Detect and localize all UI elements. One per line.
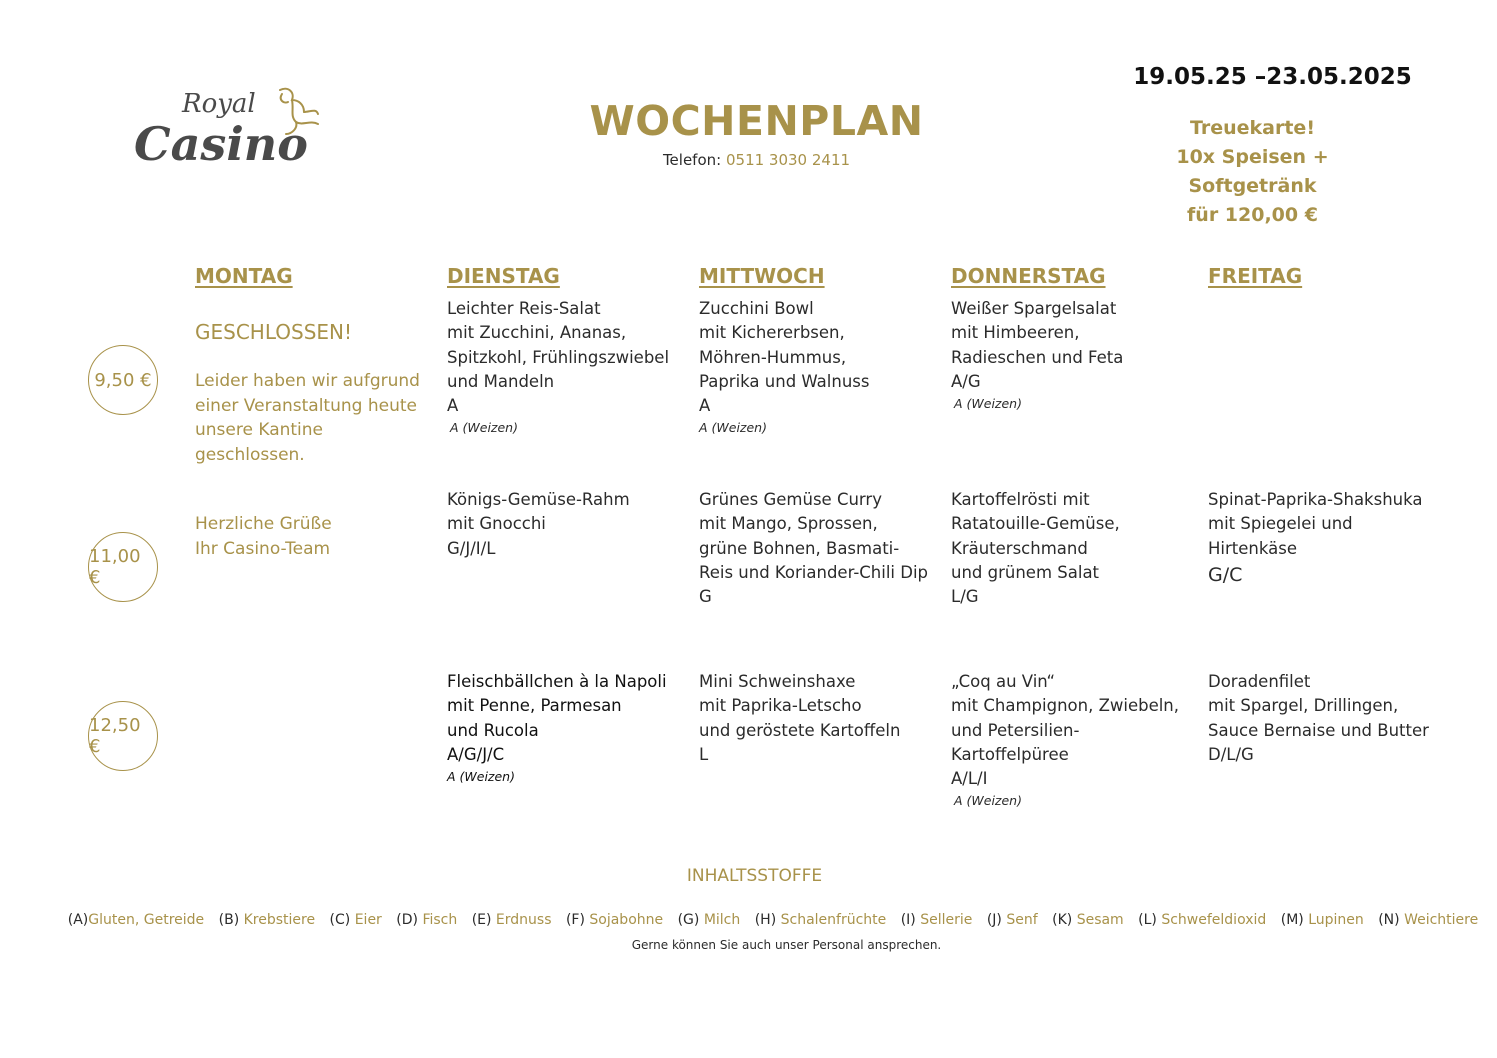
dish-dienstag-2 (447, 488, 630, 561)
dish-line: Zucchini Bowl (699, 299, 814, 318)
allergen-item (1378, 912, 1478, 928)
dish-line: Königs-Gemüse-Rahm (447, 490, 630, 509)
dish-mittwoch-2 (699, 488, 928, 609)
allergen-key: (K) (1052, 912, 1073, 928)
allergen-code: L (699, 744, 709, 764)
allergen-item (566, 912, 663, 928)
day-header-montag: MONTAG (195, 264, 293, 288)
allergen-key: (B) (218, 912, 240, 928)
allergen-key: (N) (1378, 912, 1400, 928)
dish-line: mit Spiegelei und (1208, 514, 1353, 534)
dish-dienstag-1 (447, 297, 669, 438)
allergen-note: A (Weizen) (699, 420, 767, 436)
allergen-note: A (Weizen) (450, 420, 518, 436)
dish-line: Paprika und Walnuss (699, 371, 870, 391)
dish-line: mit Paprika-Letscho (699, 696, 862, 716)
dish-line: Möhren-Hummus, (699, 347, 847, 367)
allergen-name: Eier (354, 912, 382, 928)
dish-line: Weißer Spargelsalat (951, 299, 1117, 318)
dish-line: Doradenfilet (1208, 672, 1311, 691)
allergen-key: (I) (900, 912, 916, 928)
allergen-name: Schalenfrüchte (780, 912, 887, 928)
allergen-item (472, 912, 552, 928)
allergen-item (678, 912, 741, 928)
allergen-item (987, 912, 1038, 928)
dish-line: Radieschen und Feta (951, 347, 1124, 367)
allergen-code: G (699, 587, 712, 607)
dish-line: Hirtenkäse (1208, 538, 1297, 558)
allergen-key: (C) (329, 912, 351, 928)
dish-line: mit Penne, Parmesan (447, 696, 622, 716)
page-title: WOCHENPLAN (589, 97, 924, 145)
monday-closed-heading: GESCHLOSSEN! (195, 320, 353, 344)
staff-footnote: Gerne können Sie auch unser Personal ansprechen. (631, 938, 942, 952)
dish-line: mit Kichererbsen, (699, 323, 845, 343)
loyalty-line-1: Treuekarte! (1189, 117, 1315, 139)
dish-line: Sauce Bernaise und Butter (1208, 720, 1429, 740)
dish-line: mit Zucchini, Ananas, (447, 323, 627, 343)
allergen-key: (M) (1280, 912, 1304, 928)
closed-text-line: unsere Kantine (195, 420, 324, 440)
allergen-key: (J) (986, 912, 1002, 928)
dish-line: und Petersilien- (951, 720, 1080, 740)
price-badge-12-50: 12,50 € (88, 701, 158, 771)
allergen-item (901, 912, 973, 928)
dish-line: Kartoffelrösti mit (951, 490, 1090, 509)
allergen-item (1138, 912, 1266, 928)
allergen-key: (G) (677, 912, 700, 928)
closed-text-line: Leider haben wir aufgrund (195, 371, 420, 391)
allergen-item (396, 912, 457, 928)
allergen-item (68, 912, 204, 928)
allergen-code: A (699, 396, 711, 416)
dish-donnerstag-3 (951, 670, 1179, 811)
dish-line: Leichter Reis-Salat (447, 299, 601, 318)
greeting-line: Herzliche Grüße (195, 514, 332, 534)
allergen-key: (D) (396, 912, 418, 928)
allergen-name: Sesam (1076, 912, 1124, 928)
allergen-note: A (Weizen) (954, 396, 1022, 412)
dish-line: Spinat-Paprika-Shakshuka (1208, 490, 1423, 509)
allergen-name: Krebstiere (243, 912, 316, 928)
allergen-item (330, 912, 382, 928)
loyalty-card-offer (1110, 114, 1395, 230)
allergen-code: G/J/I/L (447, 538, 496, 558)
dish-line: und Mandeln (447, 371, 555, 391)
dish-line: mit Mango, Sprossen, (699, 514, 878, 534)
closed-text-line: einer Veranstaltung heute (195, 395, 417, 416)
allergen-item (219, 912, 315, 928)
price-badge-9-50: 9,50 € (88, 345, 158, 415)
allergen-note: A (Weizen) (954, 793, 1022, 809)
allergen-name: Fisch (422, 912, 458, 928)
allergen-code: A/G/J/C (447, 744, 505, 764)
dish-line: Kartoffelpüree (951, 744, 1069, 764)
dish-line: mit Champignon, Zwiebeln, (951, 696, 1180, 716)
week-dates: 19.05.25 –23.05.2025 (1133, 64, 1412, 90)
phone-number[interactable]: 0511 3030 2411 (725, 151, 851, 169)
dish-donnerstag-2 (951, 488, 1120, 609)
price-badge-11-00: 11,00 € (88, 532, 158, 602)
dish-line: grüne Bohnen, Basmati- (699, 538, 900, 558)
dish-freitag-2 (1208, 670, 1429, 767)
allergen-key: (L) (1138, 912, 1157, 928)
dish-line: und Rucola (447, 720, 539, 740)
dish-line: und grünem Salat (951, 562, 1100, 582)
dish-line: mit Gnocchi (447, 514, 546, 534)
allergen-item (1281, 912, 1364, 928)
allergen-name: Senf (1006, 912, 1038, 928)
dish-dienstag-3 (447, 670, 667, 787)
dish-line: „Coq au Vin“ (951, 672, 1056, 691)
day-header-donnerstag: DONNERSTAG (951, 264, 1106, 288)
allergen-key: (A) (67, 912, 89, 928)
allergen-item (1052, 912, 1124, 928)
dish-line: mit Spargel, Drillingen, (1208, 696, 1399, 716)
day-header-freitag: FREITAG (1208, 264, 1303, 288)
dish-line: mit Himbeeren, (951, 323, 1080, 343)
allergen-name: Gluten, Getreide (88, 912, 205, 928)
allergen-note: A (Weizen) (447, 769, 515, 785)
allergen-key: (F) (565, 912, 585, 928)
dish-line: Fleischbällchen à la Napoli (447, 672, 667, 691)
allergen-name: Sellerie (920, 912, 973, 928)
closed-text-line: geschlossen. (195, 444, 305, 465)
phone-label: Telefon: (662, 151, 722, 169)
monday-greeting (195, 512, 332, 561)
allergen-name: Lupinen (1308, 912, 1364, 928)
allergen-name: Weichtiere (1404, 912, 1479, 928)
allergen-key: (E) (471, 912, 492, 928)
dish-freitag-1 (1208, 488, 1423, 589)
dish-line: Reis und Koriander-Chili Dip (699, 562, 929, 582)
dish-mittwoch-3 (699, 670, 900, 767)
dish-donnerstag-1 (951, 297, 1123, 414)
logo-casino-text: Casino (134, 117, 308, 167)
allergen-name: Milch (703, 912, 741, 928)
dish-line: Kräuterschmand (951, 538, 1088, 558)
dish-mittwoch-1 (699, 297, 869, 438)
loyalty-line-3: für 120,00 € (1187, 204, 1318, 226)
allergen-name: Schwefeldioxid (1161, 912, 1267, 928)
allergen-item (755, 912, 887, 928)
day-header-mittwoch: MITTWOCH (699, 264, 825, 288)
greeting-line: Ihr Casino-Team (195, 538, 331, 559)
allergen-name: Erdnuss (495, 912, 552, 928)
dish-line: Ratatouille-Gemüse, (951, 514, 1120, 534)
allergen-legend (0, 912, 1497, 928)
dish-line: Spitzkohl, Frühlingszwiebel (447, 347, 670, 367)
allergen-code: D/L/G (1208, 744, 1254, 764)
allergen-code: L/G (951, 587, 979, 607)
allergen-name: Sojabohne (589, 912, 664, 928)
allergen-key: (H) (754, 912, 777, 928)
dish-line: Mini Schweinshaxe (699, 672, 856, 691)
allergen-code: A/L/I (951, 769, 988, 789)
logo-royal-text: Royal (182, 89, 256, 119)
day-header-dienstag: DIENSTAG (447, 264, 560, 288)
loyalty-line-2: 10x Speisen + Softgetränk (1176, 146, 1329, 197)
monday-closed-text (195, 369, 420, 467)
dish-line: Grünes Gemüse Curry (699, 490, 882, 509)
allergen-code: G/C (1208, 563, 1243, 586)
dish-line: und geröstete Kartoffeln (699, 720, 901, 740)
allergens-title: INHALTSSTOFFE (686, 866, 823, 886)
allergen-code: A (447, 396, 459, 416)
allergen-code: A/G (951, 371, 981, 391)
